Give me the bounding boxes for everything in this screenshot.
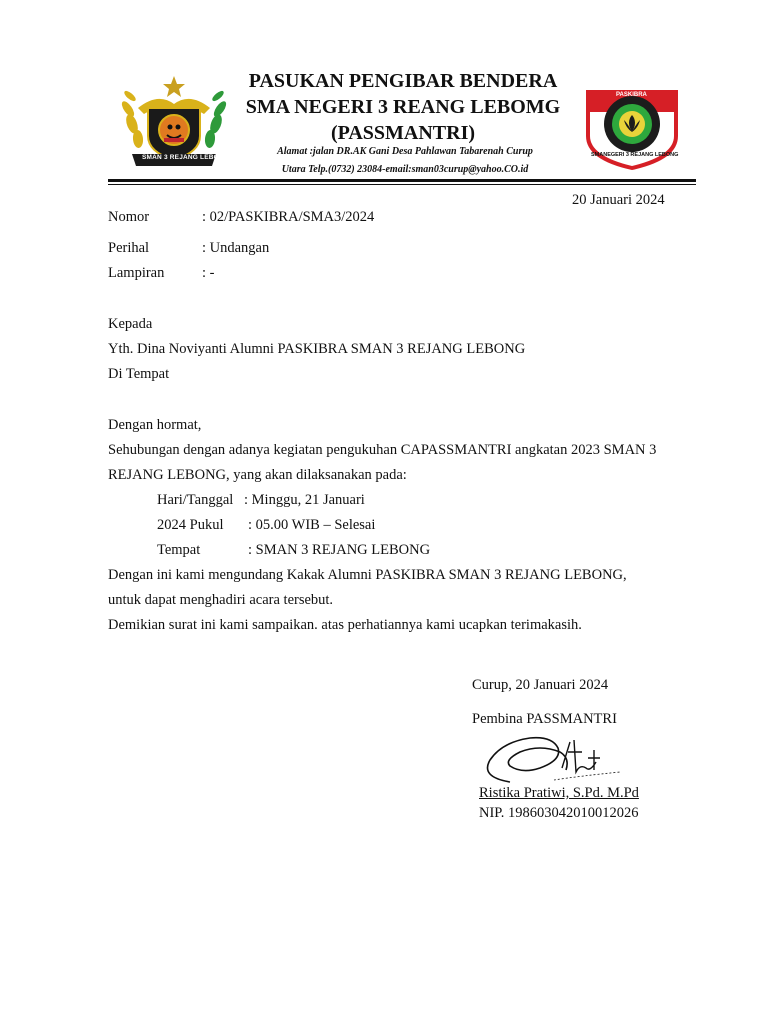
right-logo-top-text: PASKIBRA bbox=[616, 92, 647, 98]
schedule-place-value: : SMAN 3 REJANG LEBONG bbox=[248, 542, 431, 558]
signature-name: Ristika Pratiwi, S.Pd. M.Pd bbox=[479, 785, 639, 801]
meta-lampiran-label: Lampiran bbox=[108, 265, 165, 281]
schedule-place-label: Tempat bbox=[157, 542, 201, 558]
letterhead-address-2: Utara Telp.(0732) 23084-email:sman03curup@yahoo.CO.id bbox=[281, 164, 529, 175]
left-logo bbox=[118, 74, 230, 170]
recipient-kepada: Kepada bbox=[108, 316, 153, 332]
handwritten-signature bbox=[470, 722, 620, 792]
header-rule-thin bbox=[108, 184, 696, 185]
meta-perihal-label: Perihal bbox=[108, 240, 150, 256]
signature-nip: NIP. 198603042010012026 bbox=[479, 805, 639, 821]
signature-place-date: Curup, 20 Januari 2024 bbox=[472, 677, 609, 693]
schedule-time-label: 2024 Pukul bbox=[157, 517, 224, 533]
signature-role: Pembina PASSMANTRI bbox=[472, 711, 617, 727]
schedule-day-label: Hari/Tanggal bbox=[157, 492, 234, 508]
meta-lampiran-value: : - bbox=[202, 265, 215, 281]
letterhead-line-1: PASUKAN PENGIBAR BENDERA bbox=[248, 70, 558, 92]
meta-nomor-value: : 02/PASKIBRA/SMA3/2024 bbox=[202, 209, 375, 225]
schedule-day-value: : Minggu, 21 Januari bbox=[244, 492, 365, 508]
paragraph-1-line-2: REJANG LEBONG, yang akan dilaksanakan pada: bbox=[108, 467, 407, 483]
paragraph-1-line-1: Sehubungan dengan adanya kegiatan pengukuhan CAPASSMANTRI angkatan 2023 SMAN 3 bbox=[108, 442, 657, 458]
recipient-yth: Yth. Dina Noviyanti Alumni PASKIBRA SMAN 3 REJANG LEBONG bbox=[108, 341, 526, 357]
closing-line: Demikian surat ini kami sampaikan. atas perhatiannya kami ucapkan terimakasih. bbox=[108, 617, 582, 633]
paragraph-2-line-1: Dengan ini kami mengundang Kakak Alumni PASKIBRA SMAN 3 REJANG LEBONG, bbox=[108, 567, 627, 583]
letterhead-address-1: Alamat :jalan DR.AK Gani Desa Pahlawan Tabarenah Curup bbox=[277, 146, 533, 157]
meta-perihal-value: : Undangan bbox=[202, 240, 270, 256]
letter-date: 20 Januari 2024 bbox=[572, 192, 665, 208]
schedule-time-value: : 05.00 WIB – Selesai bbox=[248, 517, 376, 533]
greeting: Dengan hormat, bbox=[108, 417, 202, 433]
left-logo-text: SMAN 3 REJANG LEBONG bbox=[142, 154, 230, 161]
letterhead-line-3: (PASSMANTRI) bbox=[330, 122, 476, 144]
paragraph-2-line-2: untuk dapat menghadiri acara tersebut. bbox=[108, 592, 334, 608]
meta-nomor-label: Nomor bbox=[108, 209, 150, 225]
recipient-tempat: Di Tempat bbox=[108, 366, 170, 382]
right-logo bbox=[582, 82, 682, 172]
right-logo-text: SMANEGERI 3 REJANG LEBONG bbox=[591, 152, 679, 158]
letterhead-line-2: SMA NEGERI 3 REANG LEBOMG bbox=[245, 96, 561, 118]
header-rule-thick bbox=[108, 179, 696, 182]
